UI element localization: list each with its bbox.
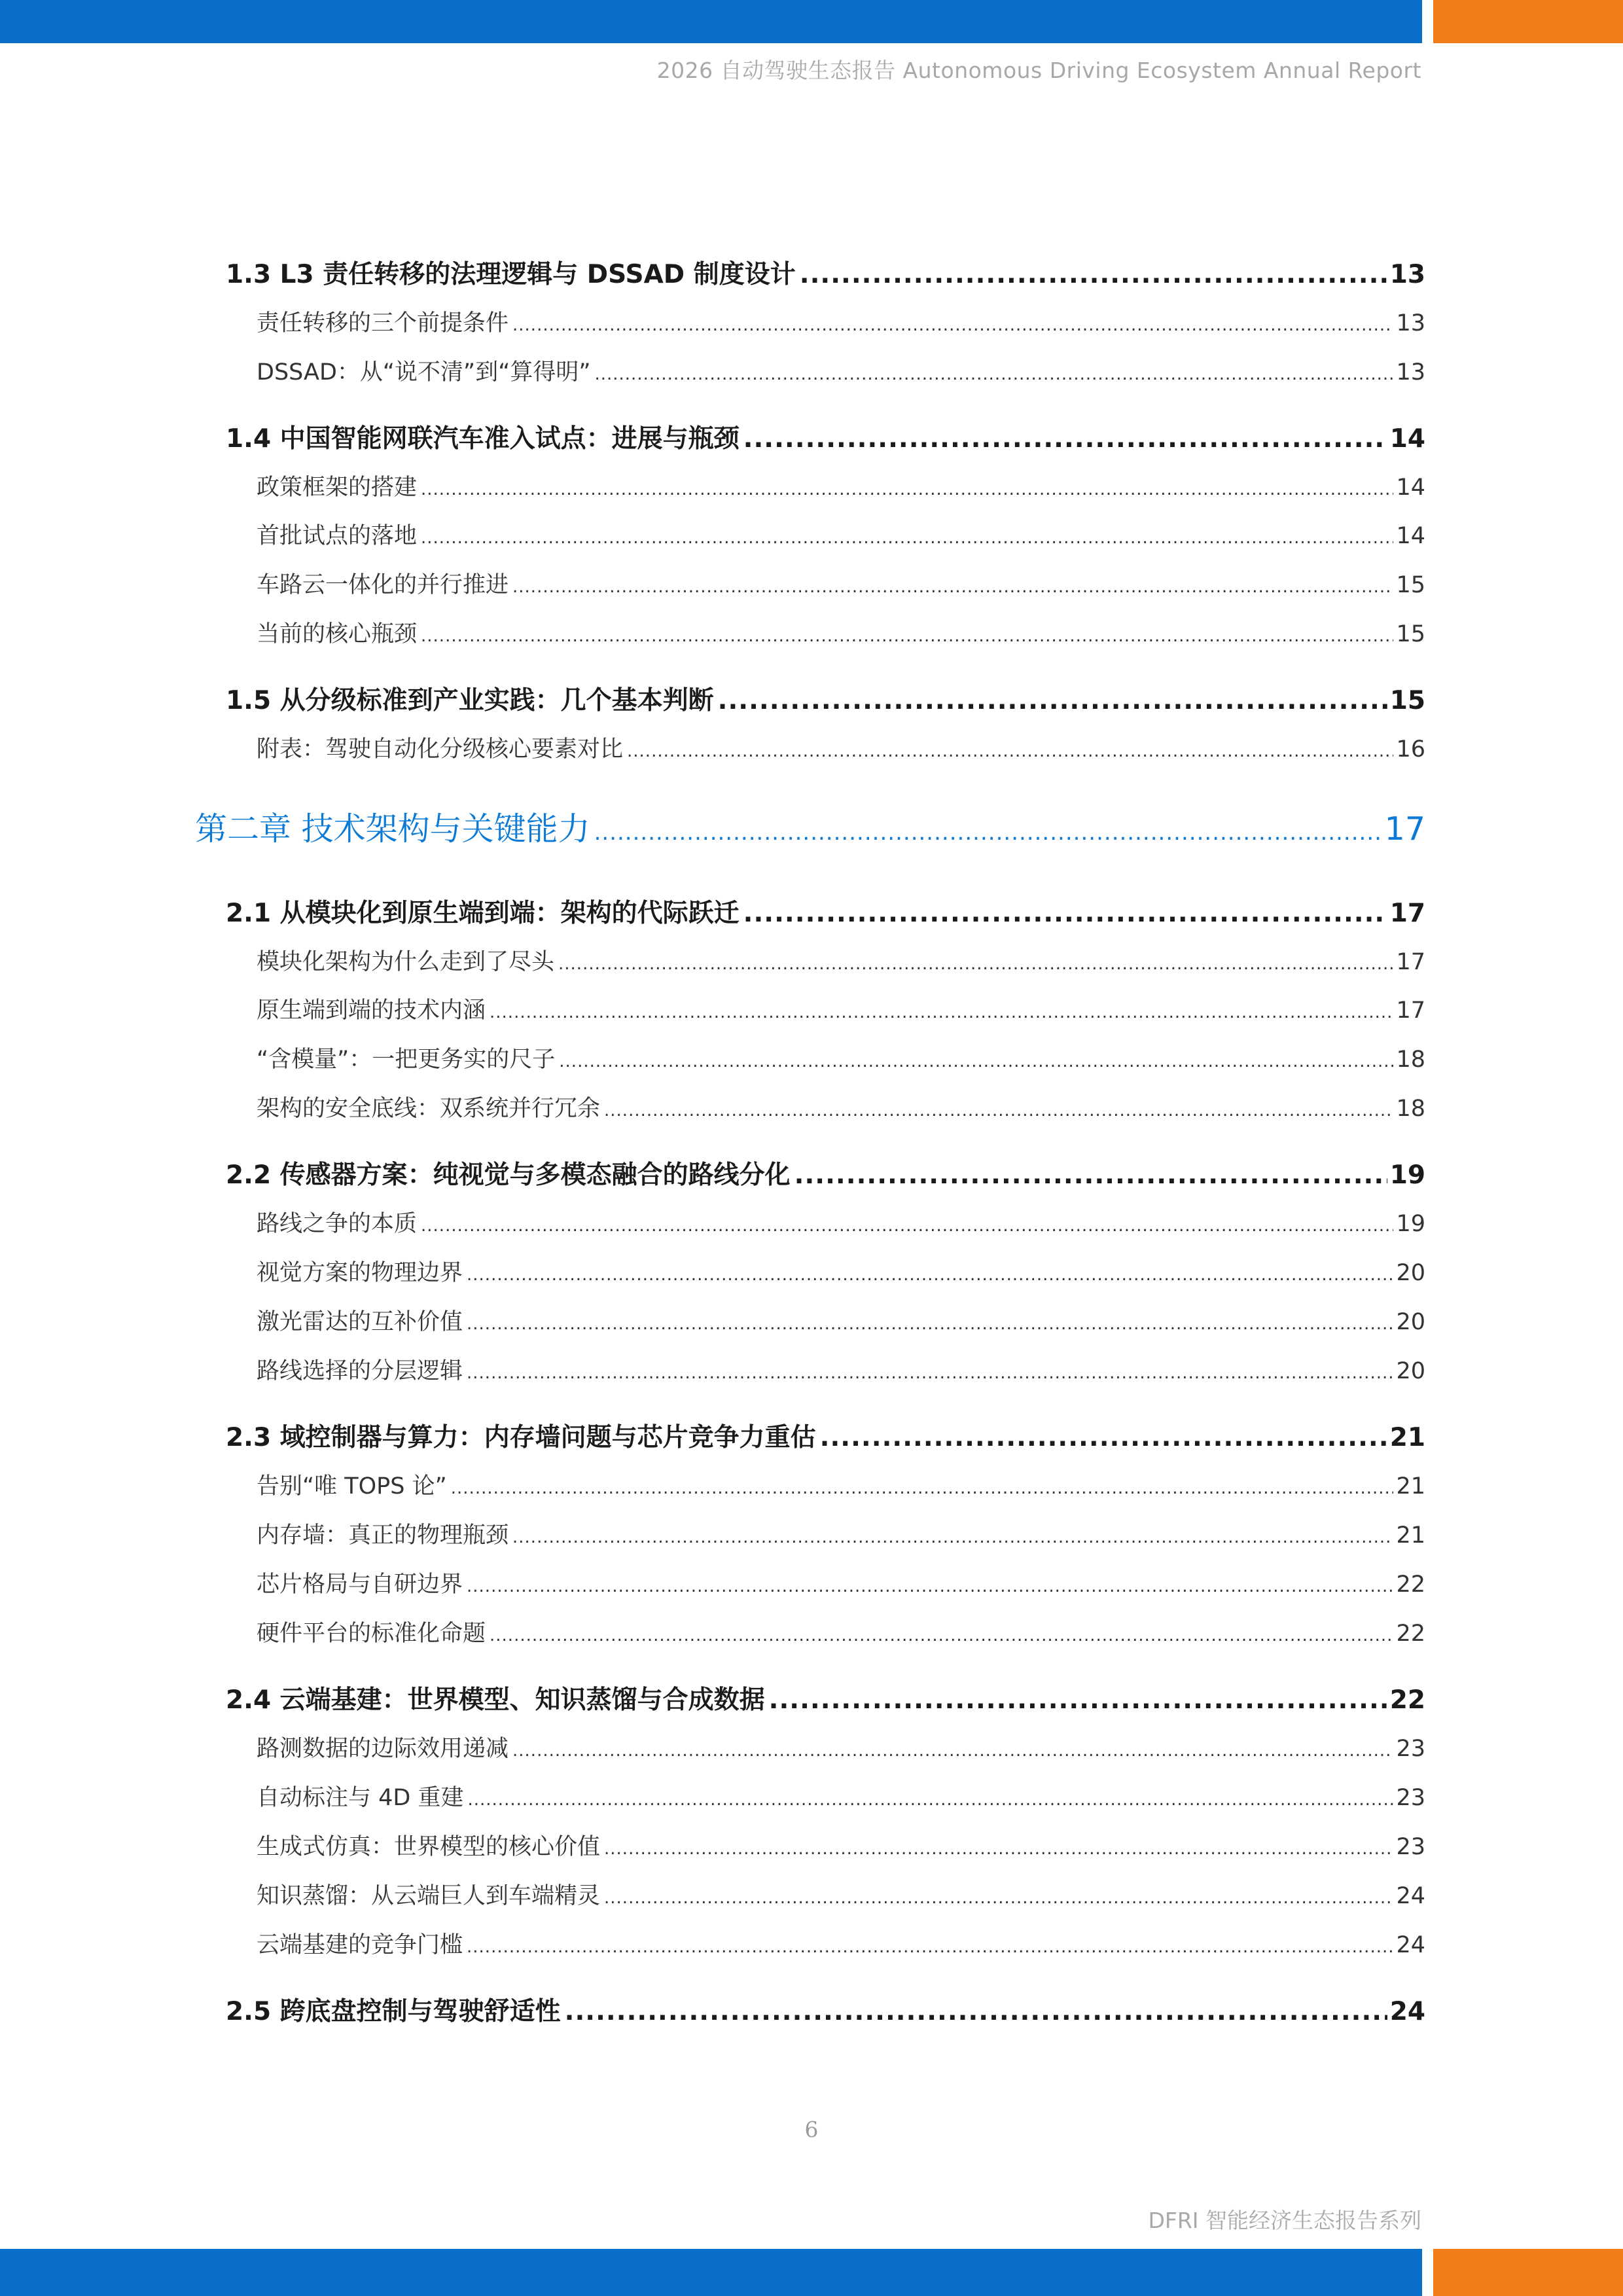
toc-entry-title: 生成式仿真：世界模型的核心价值 (257, 1834, 601, 1860)
toc-entry-title: 1.3 L3 责任转移的法理逻辑与 DSSAD 制度设计 (226, 260, 796, 289)
dot-leader (512, 1741, 1393, 1761)
toc-entry-page: 15 (1396, 572, 1425, 598)
toc-entry-page: 20 (1396, 1260, 1425, 1286)
dot-leader (512, 577, 1393, 597)
toc-entry-1-4-3[interactable] (257, 567, 1425, 600)
toc-entry-title: 架构的安全底线：双系统并行冗余 (257, 1096, 601, 1122)
toc-entry-page: 13 (1389, 260, 1425, 289)
toc-chapter-2[interactable] (195, 804, 1425, 850)
toc-entry-page: 13 (1396, 310, 1425, 336)
dot-leader (565, 1997, 1387, 2026)
toc-entry-title: 2.1 从模块化到原生端到端：架构的代际跃迁 (226, 899, 740, 928)
toc-entry-page: 18 (1396, 1096, 1425, 1122)
toc-entry-2-4-2[interactable] (257, 1780, 1425, 1812)
dot-leader (467, 1314, 1393, 1334)
toc-entry-2-4[interactable] (226, 1679, 1425, 1716)
toc-entry-title: 路线选择的分层逻辑 (257, 1358, 463, 1384)
toc-entry-2-3-1[interactable] (257, 1468, 1425, 1501)
dot-leader (512, 315, 1393, 335)
toc-entry-title: 原生端到端的技术内涵 (257, 997, 486, 1024)
dot-leader (558, 954, 1393, 974)
dot-leader (594, 819, 1382, 846)
toc-entry-page: 15 (1389, 686, 1425, 715)
toc-entry-1-4-2[interactable] (257, 518, 1425, 550)
footer-series-title: DFRI 智能经济生态报告系列 (1148, 2208, 1421, 2233)
footer-bar-orange (1433, 2249, 1623, 2296)
toc-entry-title: 内存墙：真正的物理瓶颈 (257, 1522, 509, 1549)
toc-entry-page: 21 (1389, 1423, 1425, 1452)
toc-entry-page: 24 (1389, 1997, 1425, 2026)
toc-entry-page: 23 (1396, 1785, 1425, 1811)
toc-entry-page: 18 (1396, 1047, 1425, 1073)
toc-entry-page: 17 (1396, 997, 1425, 1024)
running-header: 2026 自动驾驶生态报告 Autonomous Driving Ecosystem Annual Report (656, 58, 1421, 83)
toc-entry-page: 23 (1396, 1834, 1425, 1860)
toc-entry-title: 责任转移的三个前提条件 (257, 310, 509, 336)
toc-entry-2-2-3[interactable] (257, 1304, 1425, 1336)
toc-entry-page: 17 (1389, 899, 1425, 928)
dot-leader (467, 1363, 1393, 1383)
toc-entry-title: 视觉方案的物理边界 (257, 1260, 463, 1286)
dot-leader (421, 1216, 1393, 1236)
toc-entry-2-1-1[interactable] (257, 944, 1425, 977)
dot-leader (467, 1937, 1393, 1957)
dot-leader (467, 1265, 1393, 1285)
toc-entry-page: 19 (1396, 1211, 1425, 1237)
toc-entry-1-3-1[interactable] (257, 305, 1425, 338)
dot-leader (467, 1577, 1393, 1596)
toc-entry-2-3[interactable] (226, 1417, 1425, 1454)
toc-entry-title: 车路云一体化的并行推进 (257, 572, 509, 598)
toc-entry-2-5[interactable] (226, 1991, 1425, 2028)
toc-entry-2-2-1[interactable] (257, 1206, 1425, 1238)
toc-entry-title: 当前的核心瓶颈 (257, 621, 418, 647)
toc-entry-1-3-2[interactable] (257, 354, 1425, 387)
toc-entry-page: 21 (1396, 1522, 1425, 1549)
toc-entry-2-1-4[interactable] (257, 1090, 1425, 1123)
toc-entry-page: 14 (1396, 523, 1425, 549)
dot-leader (820, 1423, 1387, 1452)
toc-entry-2-1-2[interactable] (257, 992, 1425, 1025)
toc-chapter-title: 第二章 技术架构与关键能力 (195, 810, 590, 848)
toc-entry-title: 路测数据的边际效用递减 (257, 1736, 509, 1762)
header-bar-orange (1433, 0, 1623, 43)
toc-entry-title: 附表：驾驶自动化分级核心要素对比 (257, 736, 624, 762)
toc-entry-title: 模块化架构为什么走到了尽头 (257, 949, 555, 975)
toc-entry-title: 硬件平台的标准化命题 (257, 1621, 486, 1647)
toc-entry-title: 政策框架的搭建 (257, 475, 418, 501)
toc-entry-title: 告别“唯 TOPS 论” (257, 1473, 447, 1499)
page-number: 6 (804, 2117, 819, 2142)
toc-entry-2-1[interactable] (226, 893, 1425, 929)
toc-entry-title: 首批试点的落地 (257, 523, 418, 549)
toc-entry-title: 1.5 从分级标准到产业实践：几个基本判断 (226, 686, 714, 715)
toc-entry-2-2-4[interactable] (257, 1353, 1425, 1386)
toc-entry-title: 自动标注与 4D 重建 (257, 1785, 464, 1811)
header-bar-blue (0, 0, 1422, 43)
toc-entry-2-3-2[interactable] (257, 1517, 1425, 1550)
toc-entry-2-4-1[interactable] (257, 1731, 1425, 1763)
toc-entry-1-5[interactable] (226, 680, 1425, 717)
dot-leader (604, 1839, 1393, 1859)
dot-leader (559, 1052, 1393, 1071)
toc-entry-2-2-2[interactable] (257, 1255, 1425, 1287)
toc-entry-title: “含模量”：一把更务实的尺子 (257, 1047, 556, 1073)
toc-entry-page: 21 (1396, 1473, 1425, 1499)
toc-entry-title: 云端基建的竞争门槛 (257, 1932, 463, 1958)
toc-entry-page: 20 (1396, 1309, 1425, 1335)
toc-entry-page: 15 (1396, 621, 1425, 647)
toc-entry-2-3-3[interactable] (257, 1566, 1425, 1599)
toc-entry-page: 17 (1396, 949, 1425, 975)
dot-leader (743, 899, 1387, 928)
toc-entry-title: 激光雷达的互补价值 (257, 1309, 463, 1335)
toc-entry-page: 20 (1396, 1358, 1425, 1384)
dot-leader (490, 1626, 1393, 1645)
toc-chapter-page: 17 (1384, 810, 1425, 848)
dot-leader (800, 260, 1387, 289)
dot-leader (490, 1003, 1393, 1022)
toc-entry-page: 16 (1396, 736, 1425, 762)
toc-entry-2-4-4[interactable] (257, 1878, 1425, 1910)
toc-entry-1-4-1[interactable] (257, 469, 1425, 502)
dot-leader (743, 424, 1387, 454)
dot-leader (421, 626, 1393, 646)
dot-leader (421, 528, 1393, 548)
dot-leader (467, 1790, 1393, 1810)
toc-entry-title: 2.2 传感器方案：纯视觉与多模态融合的路线分化 (226, 1160, 791, 1190)
toc-entry-title: 1.4 中国智能网联汽车准入试点：进展与瓶颈 (226, 424, 740, 454)
toc-entry-page: 23 (1396, 1736, 1425, 1762)
toc-entry-2-1-3[interactable] (257, 1041, 1425, 1074)
toc-entry-2-2[interactable] (226, 1155, 1425, 1191)
dot-leader (604, 1888, 1393, 1908)
toc-entry-title: 路线之争的本质 (257, 1211, 418, 1237)
dot-leader (718, 686, 1387, 715)
dot-leader (512, 1528, 1393, 1547)
toc-entry-page: 24 (1396, 1932, 1425, 1958)
toc-entry-title: 芯片格局与自研边界 (257, 1571, 463, 1598)
toc-entry-title: 2.3 域控制器与算力：内存墙问题与芯片竞争力重估 (226, 1423, 816, 1452)
toc-entry-1-3[interactable] (226, 254, 1425, 291)
toc-entry-2-3-4[interactable] (257, 1615, 1425, 1648)
dot-leader (627, 742, 1393, 761)
toc-entry-2-4-5[interactable] (257, 1927, 1425, 1960)
toc-entry-2-4-3[interactable] (257, 1829, 1425, 1861)
toc-entry-page: 14 (1396, 475, 1425, 501)
dot-leader (794, 1160, 1387, 1190)
toc-entry-1-5-1[interactable] (257, 731, 1425, 764)
toc-entry-page: 13 (1396, 359, 1425, 386)
toc-entry-title: 知识蒸馏：从云端巨人到车端精灵 (257, 1883, 601, 1909)
footer-bar-blue (0, 2249, 1422, 2296)
toc-entry-page: 24 (1396, 1883, 1425, 1909)
toc-entry-page: 22 (1389, 1685, 1425, 1715)
toc-entry-page: 22 (1396, 1571, 1425, 1598)
dot-leader (451, 1479, 1394, 1498)
dot-leader (421, 480, 1393, 499)
dot-leader (604, 1101, 1393, 1121)
toc-entry-title: 2.5 跨底盘控制与驾驶舒适性 (226, 1997, 561, 2026)
toc-entry-page: 22 (1396, 1621, 1425, 1647)
toc-entry-title: 2.4 云端基建：世界模型、知识蒸馏与合成数据 (226, 1685, 765, 1715)
dot-leader (769, 1685, 1387, 1715)
dot-leader (594, 365, 1393, 384)
toc-entry-title: DSSAD：从“说不清”到“算得明” (257, 359, 591, 386)
toc-entry-1-4-4[interactable] (257, 616, 1425, 649)
toc-entry-page: 14 (1389, 424, 1425, 454)
toc-entry-1-4[interactable] (226, 418, 1425, 455)
toc-entry-page: 19 (1389, 1160, 1425, 1190)
